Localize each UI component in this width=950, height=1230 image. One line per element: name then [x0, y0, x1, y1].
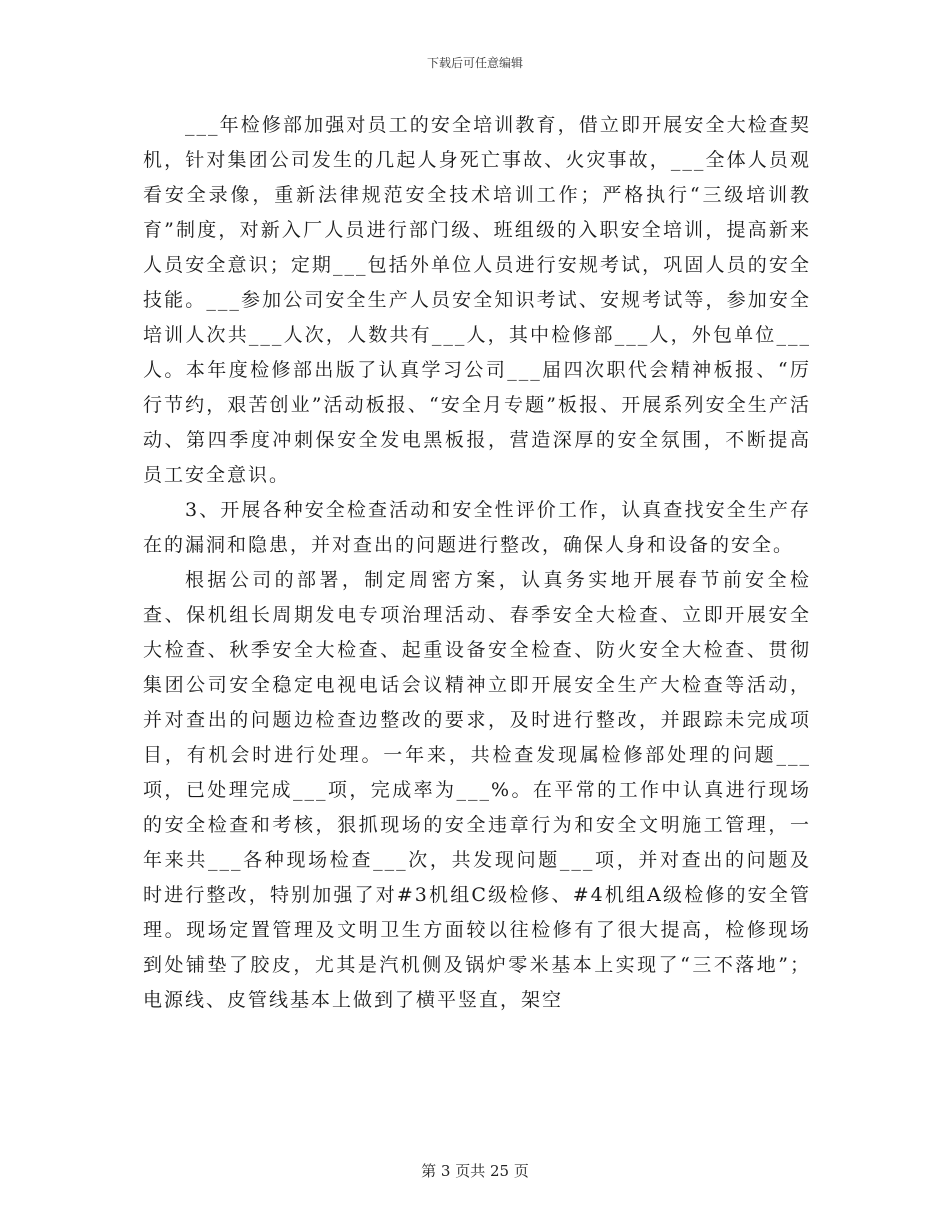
- paragraph-inspection-heading: 3、开展各种安全检查活动和安全性评价工作，认真查找安全生产存在的漏洞和隐患，并对查出的问题进行整改，确保人身和设备的安全。: [143, 499, 811, 556]
- paragraph-training: ___年检修部加强对员工的安全培训教育，借立即开展安全大检查契机，针对集团公司发生的几起人身死亡事故、火灾事故，___全体人员观看安全录像，重新法律规范安全技术培训工作；严格执行“三级培训教育”制度，对新入厂人员进行部门级、班组级的入职安全培训，提高新来人员安全意识；定期___包括外单位人员进行安规考试，巩固人员的安全技能。___参加公司安全生产人员安全知识考试、安规考试等，参加安全培训人次共___人次，人数共有___人，其中检修部___人，外包单位___人。本年度检修部出版了认真学习公司___届四次职代会精神板报、“厉行节约，艰苦创业”活动板报、“安全月专题”板报、开展系列安全生产活动、第四季度冲刺保安全发电黑板报，营造深厚的安全氛围，不断提高员工安全意识。: [143, 114, 811, 486]
- paragraph-inspection-detail: 根据公司的部署，制定周密方案，认真务实地开展春节前安全检查、保机组长周期发电专项治理活动、春季安全大检查、立即开展安全大检查、秋季安全大检查、起重设备安全检查、防火安全大检查、贯彻集团公司安全稳定电视电话会议精神立即开展安全生产大检查等活动，并对查出的问题边检查边整改的要求，及时进行整改，并跟踪未完成项目，有机会时进行处理。一年来，共检查发现属检修部处理的问题___项，已处理完成___项，完成率为___%。在平常的工作中认真进行现场的安全检查和考核，狠抓现场的安全违章行为和安全文明施工管理，一年来共___各种现场检查___次，共发现问题___项，并对查出的问题及时进行整改，特别加强了对#3机组C级检修、#4机组A级检修的安全管理。现场定置管理及文明卫生方面较以往检修有了很大提高，检修现场到处铺垫了胶皮，尤其是汽机侧及锅炉零米基本上实现了“三不落地”；电源线、皮管线基本上做到了横平竖直，架空: [143, 569, 811, 1011]
- document-body: [143, 108, 811, 1018]
- page-footer: 第 3 页共 25 页: [421, 1162, 529, 1180]
- page-header: 下载后可任意编辑: [426, 56, 523, 70]
